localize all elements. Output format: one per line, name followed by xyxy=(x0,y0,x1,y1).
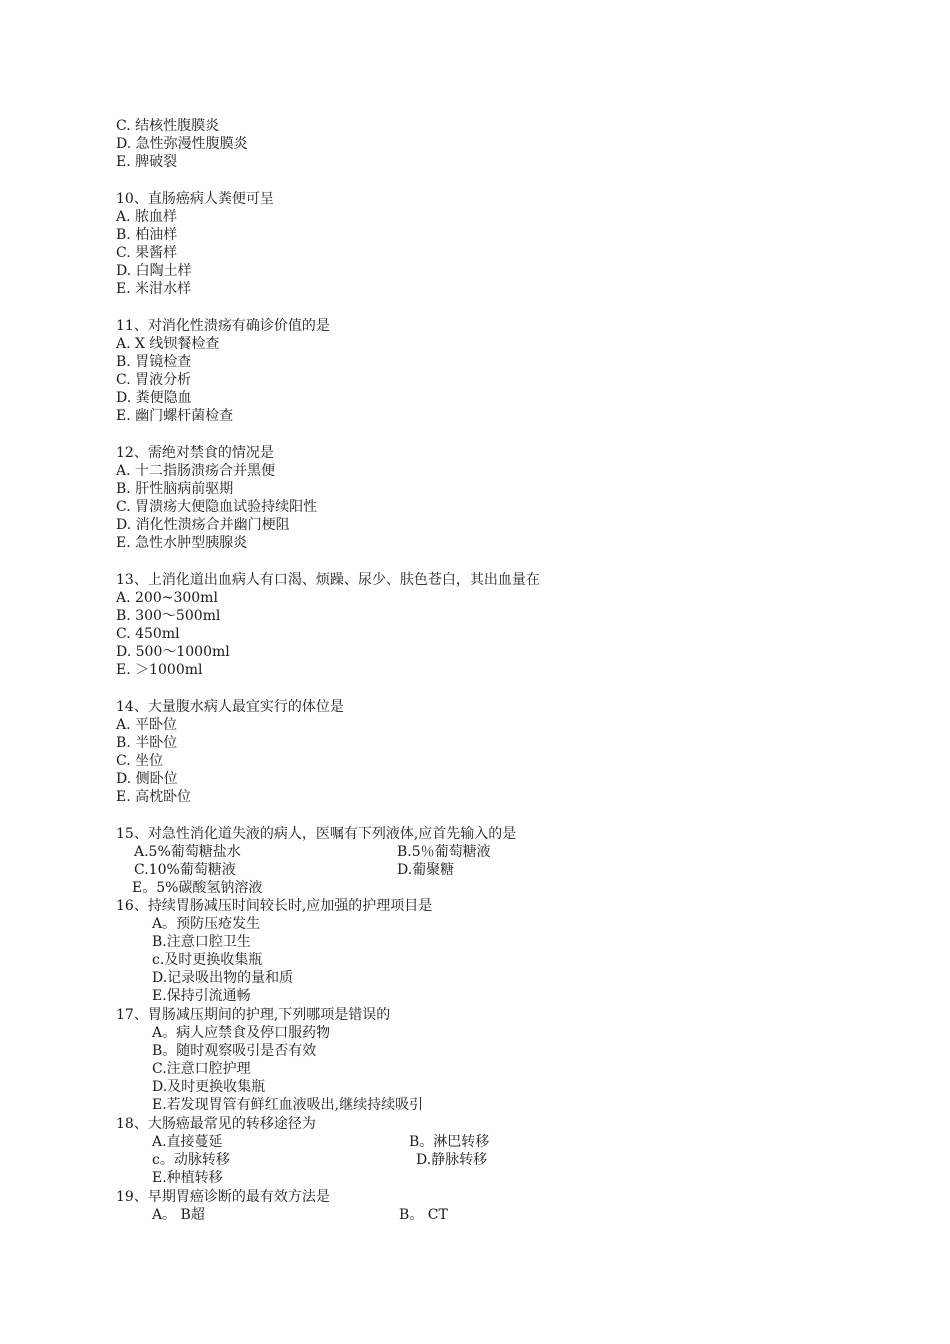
q10-option-d: D. 白陶土样 xyxy=(116,263,192,279)
q9-option-c: C. 结核性腹膜炎 xyxy=(116,118,220,134)
q13-option-d: D. 500～1000ml xyxy=(116,644,230,660)
q13-option-a: A. 200~300ml xyxy=(116,590,218,606)
q11-option-e: E. 幽门螺杆菌检查 xyxy=(116,408,234,424)
q14-option-a: A. 平卧位 xyxy=(116,717,178,733)
q14-option-b: B. 半卧位 xyxy=(116,735,178,751)
q11-option-a: A. X 线钡餐检查 xyxy=(116,336,220,352)
q17-option-c: C.注意口腔护理 xyxy=(152,1061,251,1077)
q10-option-e: E. 米泔水样 xyxy=(116,281,192,297)
q18-option-a: A.直接蔓延 xyxy=(152,1134,223,1150)
q10-option-c: C. 果酱样 xyxy=(116,245,178,261)
q14-option-c: C. 坐位 xyxy=(116,753,164,769)
q17-stem: 17、胃肠减压期间的护理,下列哪项是错误的 xyxy=(116,1007,391,1023)
q16-stem: 16、持续胃肠减压时间较长时,应加强的护理项目是 xyxy=(116,898,433,914)
q18-option-d: D.静脉转移 xyxy=(416,1152,488,1168)
q16-option-e: E.保持引流通畅 xyxy=(152,988,251,1004)
q18-option-e: E.种植转移 xyxy=(152,1170,223,1186)
q11-stem: 11、对消化性溃疡有确诊价值的是 xyxy=(116,318,330,334)
q19-option-a: A。 B超 xyxy=(152,1207,205,1223)
q13-option-b: B. 300～500ml xyxy=(116,608,221,624)
q12-stem: 12、需绝对禁食的情况是 xyxy=(116,445,274,461)
q14-option-e: E. 高枕卧位 xyxy=(116,789,192,805)
q15-option-e: E。5%碳酸氢钠溶液 xyxy=(132,880,263,896)
q18-stem: 18、大肠癌最常见的转移途径为 xyxy=(116,1116,316,1132)
q15-stem: 15、对急性消化道失液的病人，医嘱有下列液体,应首先输入的是 xyxy=(116,826,517,842)
q19-stem: 19、早期胃癌诊断的最有效方法是 xyxy=(116,1189,330,1205)
q10-stem: 10、直肠癌病人粪便可呈 xyxy=(116,191,274,207)
q9-option-d: D. 急性弥漫性腹膜炎 xyxy=(116,136,248,152)
q9-option-e: E. 脾破裂 xyxy=(116,154,178,170)
q10-option-b: B. 柏油样 xyxy=(116,227,178,243)
q16-option-b: B.注意口腔卫生 xyxy=(152,934,251,950)
q11-option-c: C. 胃液分析 xyxy=(116,372,192,388)
q15-option-b: B.5％葡萄糖液 xyxy=(397,844,491,860)
q16-option-a: A。预防压疮发生 xyxy=(152,916,261,932)
q17-option-b: B。随时观察吸引是否有效 xyxy=(152,1043,317,1059)
q15-option-d: D.葡聚糖 xyxy=(397,862,455,878)
q12-option-e: E. 急性水肿型胰腺炎 xyxy=(116,535,248,551)
q17-option-e: E.若发现胃管有鲜红血液吸出,继续持续吸引 xyxy=(152,1097,424,1113)
q14-option-d: D. 侧卧位 xyxy=(116,771,178,787)
q18-option-b: B。淋巴转移 xyxy=(409,1134,490,1150)
q15-option-a: A.5%葡萄糖盐水 xyxy=(134,844,241,860)
q16-option-d: D.记录吸出物的量和质 xyxy=(152,970,294,986)
q16-option-c: c.及时更换收集瓶 xyxy=(152,952,263,968)
q12-option-c: C. 胃溃疡大便隐血试验持续阳性 xyxy=(116,499,318,515)
q18-option-c: c。动脉转移 xyxy=(152,1152,230,1168)
q13-option-e: E. ＞1000ml xyxy=(116,662,203,678)
q11-option-d: D. 粪便隐血 xyxy=(116,390,192,406)
q15-option-c: C.10%葡萄糖液 xyxy=(134,862,236,878)
q12-option-b: B. 肝性脑病前驱期 xyxy=(116,481,234,497)
q10-option-a: A. 脓血样 xyxy=(116,209,178,225)
q12-option-d: D. 消化性溃疡合并幽门梗阻 xyxy=(116,517,290,533)
q11-option-b: B. 胃镜检查 xyxy=(116,354,192,370)
q13-stem: 13、上消化道出血病人有口渴、烦躁、尿少、肤色苍白，其出血量在 xyxy=(116,572,540,588)
q13-option-c: C. 450ml xyxy=(116,626,180,642)
q19-option-b: B。 CT xyxy=(399,1207,448,1223)
q14-stem: 14、大量腹水病人最宜实行的体位是 xyxy=(116,699,344,715)
q12-option-a: A. 十二指肠溃疡合并黑便 xyxy=(116,463,276,479)
q17-option-d: D.及时更换收集瓶 xyxy=(152,1079,266,1095)
q17-option-a: A。病人应禁食及停口服药物 xyxy=(152,1025,331,1041)
